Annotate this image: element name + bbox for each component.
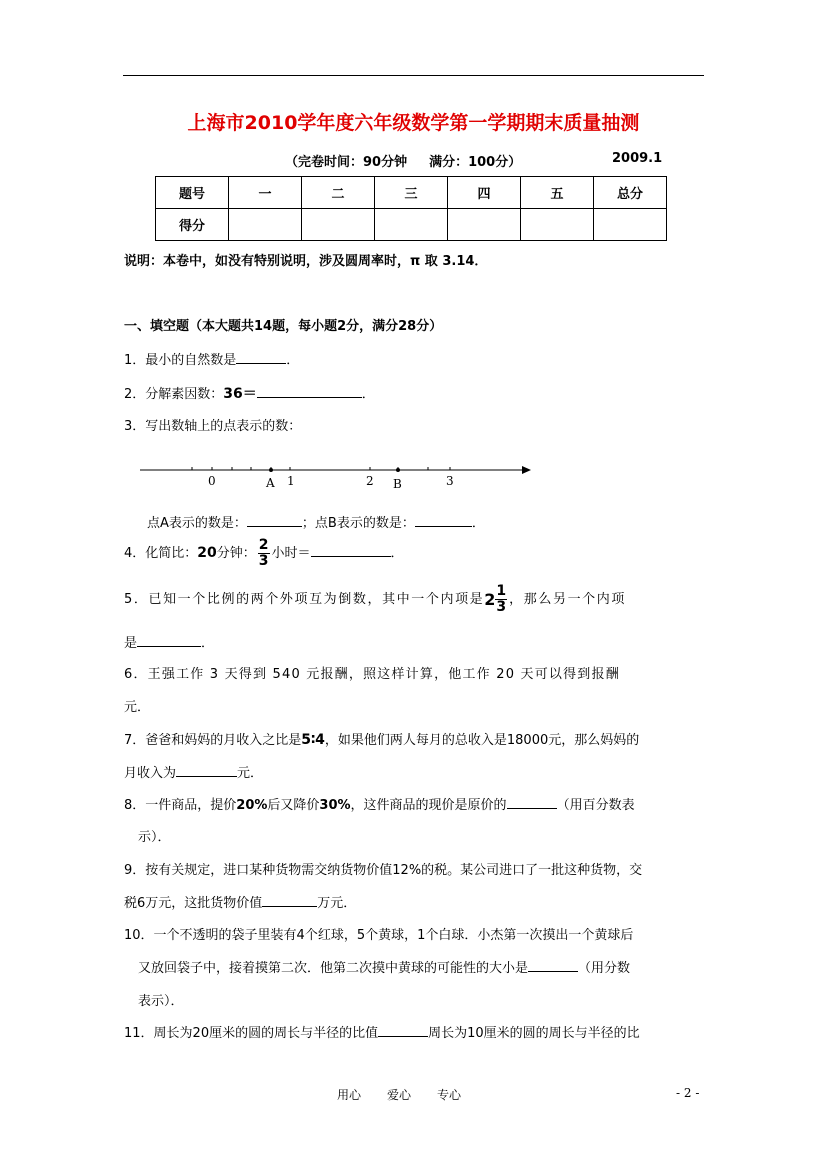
answer-blank[interactable]: [236, 351, 286, 364]
section-heading: 一、填空题（本大题共14题，每小题2分，满分28分）: [124, 319, 443, 334]
answer-blank[interactable]: [247, 514, 302, 527]
table-cell: 得分: [156, 209, 229, 241]
axis-label-1: 1: [287, 474, 295, 488]
question-10: 10．一个不透明的袋子里装有4个红球，5个黄球，1个白球．小杰第一次摸出一个黄球后: [124, 928, 634, 943]
table-cell: 总分: [594, 177, 667, 209]
answer-blank[interactable]: [378, 1024, 428, 1037]
question-10-line2: 又放回袋子中，接着摸第二次．他第二次摸中黄球的可能性的大小是 （用分数: [138, 961, 631, 976]
exam-info: [285, 151, 521, 170]
score-input-cell[interactable]: [521, 209, 594, 241]
question-9: 9．按有关规定，进口某种货物需交纳货物价值12%的税。某公司进口了一批这种货物，交: [124, 863, 643, 878]
number-line: [135, 455, 535, 495]
axis-label-b: B: [393, 477, 402, 491]
table-cell: 四: [448, 177, 521, 209]
question-10-line3: 表示）．: [138, 994, 184, 1009]
table-cell: 一: [229, 177, 302, 209]
answer-blank[interactable]: [257, 385, 362, 398]
score-input-cell[interactable]: [302, 209, 375, 241]
question-3-answers: 点A表示的数是： ；点B表示的数是： ．: [147, 516, 485, 531]
table-cell: 五: [521, 177, 594, 209]
point-a: [269, 468, 273, 472]
exam-full-score: 满分：100分）: [429, 155, 522, 170]
header-rule: [123, 75, 704, 76]
answer-blank[interactable]: [528, 959, 578, 972]
answer-blank[interactable]: [507, 796, 557, 809]
answer-blank[interactable]: [137, 634, 201, 647]
question-9-line2: 税6万元，这批货物价值 万元．: [124, 896, 357, 911]
table-row: [156, 177, 667, 209]
question-3: 3．写出数轴上的点表示的数：: [124, 419, 302, 434]
question-1: 1．最小的自然数是 ．: [124, 353, 300, 368]
question-6: 6．王强工作 3 天得到 540 元报酬，照这样计算，他工作 20 天可以得到报酬: [124, 667, 620, 682]
score-table: [155, 176, 667, 241]
answer-blank[interactable]: [176, 764, 237, 777]
score-input-cell[interactable]: [594, 209, 667, 241]
question-6-line2: 元．: [124, 700, 151, 715]
table-cell: 三: [375, 177, 448, 209]
score-input-cell[interactable]: [229, 209, 302, 241]
axis-label-0: 0: [208, 474, 216, 488]
fraction: $\frac{2}{3}$: [258, 537, 269, 569]
question-2: 2．分解素因数：36＝ ．: [124, 386, 375, 402]
page-title: 上海市2010学年度六年级数学第一学期期末质量抽测: [187, 112, 640, 134]
question-5: 5．已知一个比例的两个外项互为倒数，其中一个内项是2 $\frac{1}{3}$ ，那么另一个内项: [124, 583, 626, 615]
score-input-cell[interactable]: [448, 209, 521, 241]
question-8: 8．一件商品，提价20%后又降价30%，这件商品的现价是原价的 （用百分数表: [124, 798, 635, 813]
table-cell: 二: [302, 177, 375, 209]
axis-arrow: [522, 466, 531, 474]
exam-time: （完卷时间：90分钟: [285, 155, 408, 170]
table-row: [156, 209, 667, 241]
question-4: 4．化简比：20分钟： $\frac{2}{3}$ 小时＝ ．: [124, 537, 404, 569]
answer-blank[interactable]: [415, 514, 472, 527]
question-8-line2: 示）．: [138, 830, 171, 845]
question-7: 7．爸爸和妈妈的月收入之比是5∶4，如果他们两人每月的总收入是18000元，那么妈妈的: [124, 732, 640, 748]
answer-blank[interactable]: [311, 544, 391, 557]
answer-blank[interactable]: [262, 894, 317, 907]
instructions-note: 说明：本卷中，如没有特别说明，涉及圆周率时，π 取 3.14．: [124, 254, 488, 269]
page-footer: 用心 爱心 专心: [337, 1088, 462, 1102]
score-input-cell[interactable]: [375, 209, 448, 241]
page-number: - 2 -: [676, 1086, 700, 1100]
question-11: 11．周长为20厘米的圆的周长与半径的比值 周长为10厘米的圆的周长与半径的比: [124, 1026, 640, 1041]
axis-label-3: 3: [446, 474, 454, 488]
question-7-line2: 月收入为 元．: [124, 766, 264, 781]
mixed-number: 2 $\frac{1}{3}$: [484, 583, 507, 615]
axis-label-a: A: [266, 476, 275, 490]
axis-label-2: 2: [366, 474, 374, 488]
point-b: [396, 468, 400, 472]
table-cell: 题号: [156, 177, 229, 209]
question-5-line2: 是 ．: [124, 636, 215, 651]
exam-date: 2009.1: [612, 151, 663, 166]
